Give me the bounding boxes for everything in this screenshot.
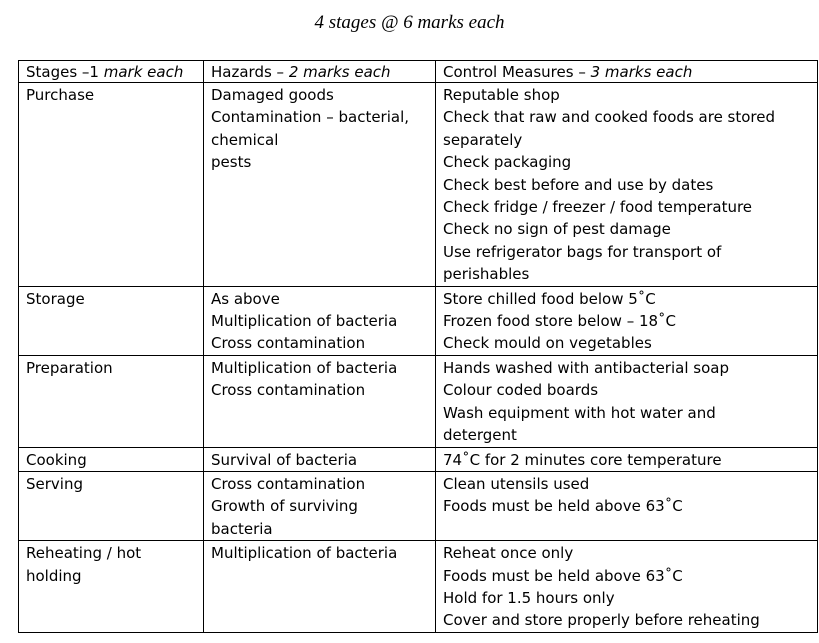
controls-line: Reputable shop: [443, 86, 560, 104]
controls-line: Wash equipment with hot water and: [443, 403, 716, 422]
hazards-line: As above: [211, 289, 280, 308]
hazards-line: Cross contamination: [211, 381, 366, 400]
hazards-line: bacteria: [211, 519, 273, 538]
controls-cell: [436, 83, 818, 287]
controls-line: Check best before and use by dates: [443, 175, 714, 194]
stage-cell: [19, 447, 204, 471]
hazards-line: Multiplication of bacteria: [211, 358, 398, 377]
stage-line: Preparation: [26, 358, 113, 377]
header-stages-label: Stages –1: [26, 63, 99, 81]
hazards-line: Growth of surviving: [211, 497, 358, 516]
stage-line: holding: [26, 566, 82, 585]
controls-cell: [436, 541, 818, 633]
controls-cell: [436, 471, 818, 540]
hazards-line: Multiplication of bacteria: [211, 544, 398, 563]
header-hazards: [204, 61, 436, 83]
stage-cell: [19, 83, 204, 287]
hazards-line: chemical: [211, 130, 279, 149]
controls-line: Check packaging: [443, 153, 572, 172]
stage-cell: [19, 471, 204, 540]
controls-line: Reheat once only: [443, 544, 574, 563]
controls-line: Check no sign of pest damage: [443, 220, 671, 239]
header-controls-marks: 3 marks each: [590, 63, 693, 81]
hazards-line: Contamination – bacterial,: [211, 108, 410, 127]
hazards-cell: [204, 355, 436, 447]
controls-line: Frozen food store below – 18˚C: [443, 312, 677, 331]
hazards-line: pests: [211, 153, 252, 172]
controls-line: Check that raw and cooked foods are stored: [443, 108, 776, 127]
page-title: 4 stages @ 6 marks each: [314, 12, 505, 33]
controls-line: Cover and store properly before reheating: [443, 611, 760, 630]
header-controls: [436, 61, 818, 83]
hazards-line: Cross contamination: [211, 334, 366, 353]
stage-line: Cooking: [26, 450, 87, 469]
controls-line: Use refrigerator bags for transport of: [443, 242, 722, 261]
header-row: [19, 61, 818, 83]
controls-line: 74˚C for 2 minutes core temperature: [443, 450, 722, 469]
header-hazards-label: Hazards –: [211, 63, 289, 81]
stage-line: Serving: [26, 474, 83, 493]
controls-cell: [436, 286, 818, 355]
table-row: [19, 83, 818, 287]
table-row: [19, 355, 818, 447]
controls-line: Foods must be held above 63˚C: [443, 497, 683, 516]
stage-cell: [19, 286, 204, 355]
header-stages: [19, 61, 204, 83]
controls-cell: [436, 355, 818, 447]
controls-line: Colour coded boards: [443, 381, 599, 400]
hazards-line: Survival of bacteria: [211, 450, 358, 469]
stage-line: Reheating / hot: [26, 544, 142, 563]
controls-line: Hold for 1.5 hours only: [443, 588, 615, 607]
table-row: [19, 541, 818, 633]
stage-line: Storage: [26, 289, 85, 308]
stage-cell: [19, 355, 204, 447]
controls-line: Check mould on vegetables: [443, 334, 652, 353]
controls-line: Store chilled food below 5˚C: [443, 289, 656, 308]
table-row: [19, 471, 818, 540]
table-row: [19, 447, 818, 471]
hazards-cell: [204, 471, 436, 540]
hazards-line: Damaged goods: [211, 86, 334, 104]
controls-line: detergent: [443, 426, 517, 445]
hazards-cell: [204, 286, 436, 355]
controls-line: perishables: [443, 265, 530, 284]
controls-line: separately: [443, 130, 523, 149]
controls-line: Foods must be held above 63˚C: [443, 566, 683, 585]
hazards-cell: [204, 541, 436, 633]
hazards-cell: [204, 83, 436, 287]
controls-line: Hands washed with antibacterial soap: [443, 358, 729, 377]
header-hazards-marks: 2 marks each: [288, 63, 391, 81]
stage-line: Purchase: [26, 86, 95, 104]
food-safety-table: [18, 60, 818, 633]
controls-line: Clean utensils used: [443, 474, 590, 493]
controls-line: Check fridge / freezer / food temperature: [443, 198, 753, 217]
table-row: [19, 286, 818, 355]
hazards-line: Multiplication of bacteria: [211, 312, 398, 331]
hazards-line: Cross contamination: [211, 474, 366, 493]
header-controls-label: Control Measures –: [443, 63, 591, 81]
controls-cell: [436, 447, 818, 471]
hazards-cell: [204, 447, 436, 471]
stage-cell: [19, 541, 204, 633]
header-stages-marks: mark each: [98, 63, 184, 81]
